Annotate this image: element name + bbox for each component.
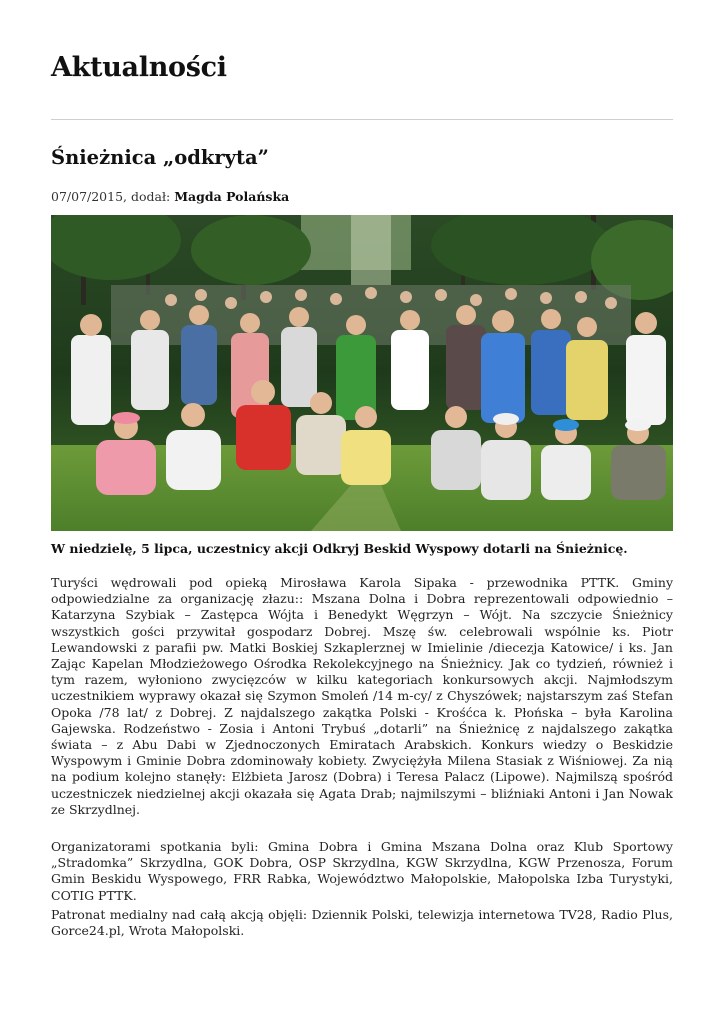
article-meta	[51, 189, 289, 204]
site-title: Aktualności	[51, 52, 227, 83]
photo-caption: W niedzielę, 5 lipca, uczestnicy akcji Odkryj Beskid Wyspowy dotarli na Śnieżnicę.	[51, 541, 628, 556]
added-by-label: , dodał:	[123, 189, 175, 204]
article-title[interactable]: Śnieżnica „odkryta”	[51, 146, 269, 169]
article-paragraph: Turyści wędrowali pod opieką Mirosława Karola Sipaka - przewodnika PTTK. Gminy odpowiedzialne za organizację złazu:: Mszana Dolna i Dobra reprezentowali odpowiednio – Katarzyna Szybiak – Zastępca Wójta i Benedykt Węgrzyn – Wójt. Na szczycie Śnieżnicy wszystkich gości przywitał gospodarz Dobrej. Mszę św. celebrowali wspólnie ks. Piotr Lewandowski z parafii pw. Matki Boskiej Szkaplerznej w Imielinie /diecezja Katowice/ i ks. Jan Zając Kapelan Młodzieżowego Ośrodka Rekolekcyjnego na Śnieżnicy. Jak co tydzień, również i tym razem, wyłoniono zwycięzców w kilku kategoriach konkursowych akcji. Najmłodszym uczestnikiem wyprawy okazał się Szymon Smoleń /14 m-cy/ z Chyszówek; najstarszym zaś Stefan Opoka /78 lat/ z Dobrej. Z najdalszego zakątka Polski - Krośćca k. Płońska – była Karolina Gajewska. Rodzeństwo - Zosia i Antoni Trybuś „dotarli” na Śnieżnicę z najdalszego zakątka świata – z Abu Dabi w Zjednoczonych Emiratach Arabskich. Konkurs wiedzy o Beskidzie Wyspowym i Gminie Dobra zdominowały kobiety. Zwyciężyła Milena Stasiak z Wiśniowej. Za nią na podium kolejno stanęły: Elżbieta Jarosz (Dobra) i Teresa Palacz (Lipowe). Najmilszą spośród uczestniczek niedzielnej akcji okazała się Agata Drab; najmilszymi – bliźniaki Antoni i Jan Nowak ze Skrzydlnej.	[51, 575, 673, 817]
article-paragraph: Organizatorami spotkania byli: Gmina Dobra i Gmina Mszana Dolna oraz Klub Sportowy „Stradomka” Skrzydlna, GOK Dobra, OSP Skrzydlna, KGW Skrzydlna, KGW Przenosza, Forum Gmin Beskidu Wyspowego, FRR Rabka, Województwo Małopolskie, Małopolska Izba Turystyki, COTIG PTTK.	[51, 839, 673, 903]
article-paragraph: Patronat medialny nad całą akcją objęli: Dziennik Polski, telewizja internetowa TV28, Radio Plus, Gorce24.pl, Wrota Małopolski.	[51, 907, 673, 939]
header-divider	[51, 119, 673, 120]
article-date: 07/07/2015	[51, 189, 124, 204]
article-author: Magda Polańska	[174, 189, 290, 204]
group-photo	[51, 215, 673, 531]
